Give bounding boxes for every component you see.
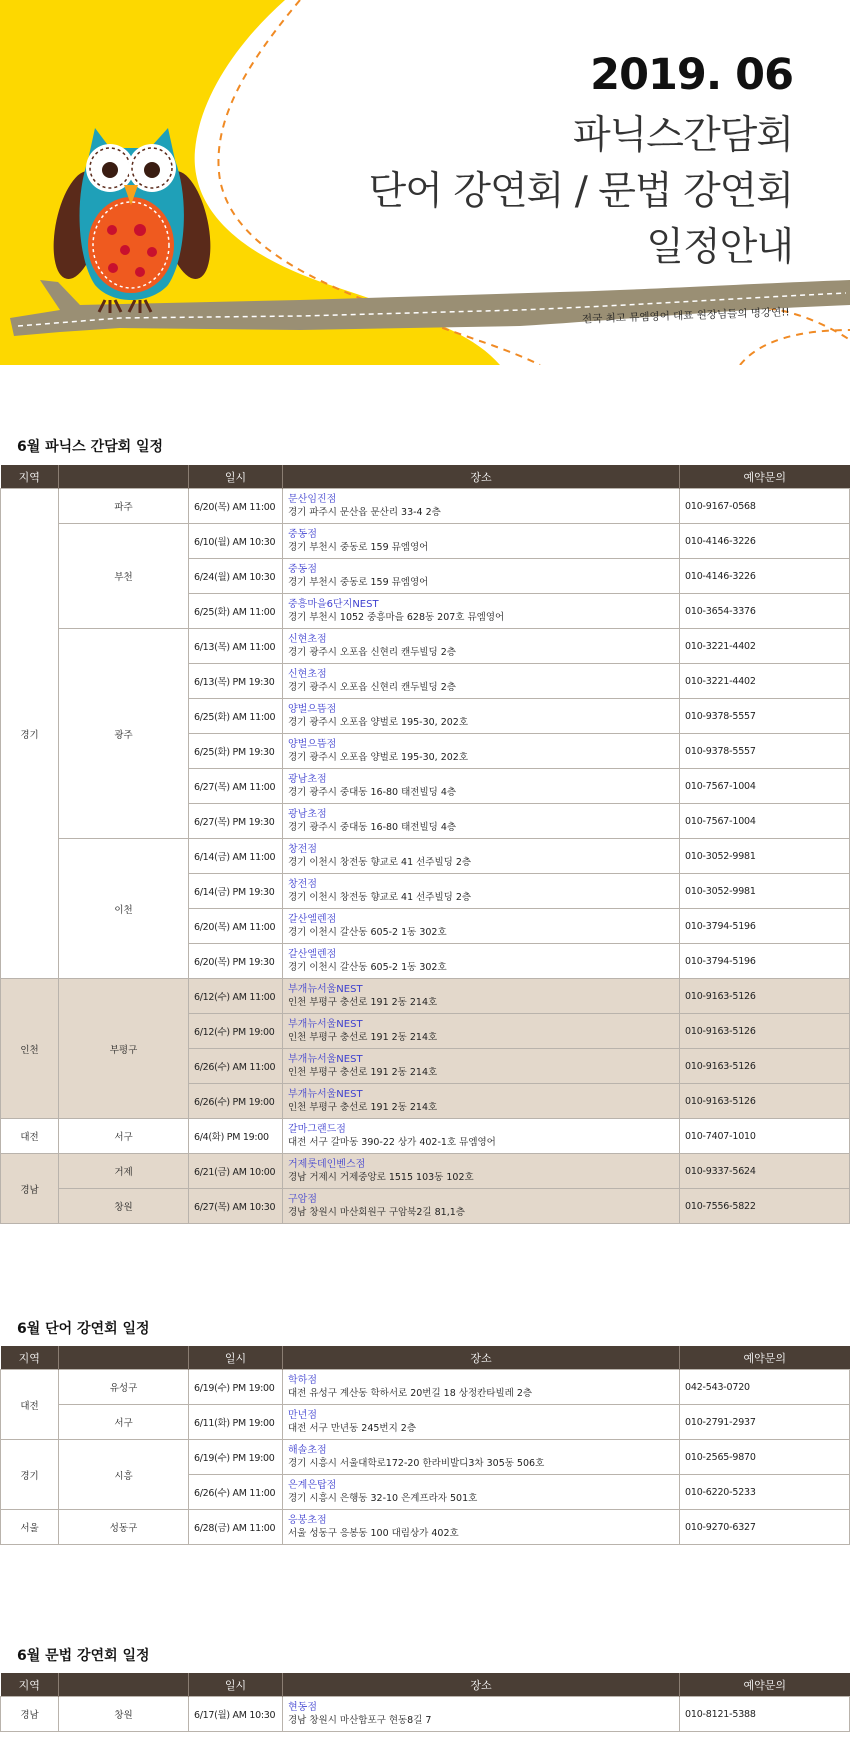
branch-name: 부개뉴서울NEST	[288, 984, 363, 995]
contact-cell: 010-3794-5196	[680, 909, 850, 944]
contact-cell: 010-4146-3226	[680, 559, 850, 594]
col-header-place: 장소	[283, 1673, 680, 1697]
branch-name: 양벌으뜸점	[288, 739, 337, 750]
banner-title-line1: 파닉스간담회	[572, 113, 793, 158]
date-cell: 6/25(화) AM 11:00	[189, 699, 283, 734]
table-row	[1, 1405, 850, 1440]
col-header-region: 지역	[1, 1673, 59, 1697]
contact-cell: 010-3221-4402	[680, 664, 850, 699]
date-cell: 6/12(수) PM 19:00	[189, 1014, 283, 1049]
contact-cell: 010-7556-5822	[680, 1189, 850, 1224]
region-cell: 경남	[1, 1697, 59, 1732]
place-cell	[283, 559, 680, 594]
branch-address: 대전 유성구 계산동 학하서로 20번길 18 상정칸타빌레 2층	[288, 1388, 533, 1399]
branch-address: 경기 광주시 오포읍 양벌로 195-30, 202호	[288, 752, 469, 763]
region-cell: 대전	[1, 1370, 59, 1440]
branch-name: 은계은탑점	[288, 1480, 337, 1491]
col-header-subregion	[59, 1346, 189, 1370]
col-header-datetime: 일시	[189, 1346, 283, 1370]
table-row	[1, 1440, 850, 1475]
col-header-place: 장소	[283, 1346, 680, 1370]
branch-address: 경남 창원시 마산회원구 구암북2길 81,1층	[288, 1207, 465, 1218]
date-cell: 6/13(목) PM 19:30	[189, 664, 283, 699]
date-cell: 6/19(수) PM 19:00	[189, 1370, 283, 1405]
date-cell: 6/20(목) AM 11:00	[189, 909, 283, 944]
table-row	[1, 839, 850, 874]
branch-name: 신현초점	[288, 634, 327, 645]
branch-name: 갈산엘렌점	[288, 949, 337, 960]
contact-cell: 010-4146-3226	[680, 524, 850, 559]
branch-address: 경기 부천시 중동로 159 뮤엠영어	[288, 577, 429, 588]
grammar-schedule-table	[0, 1673, 850, 1732]
branch-name: 현동점	[288, 1702, 317, 1713]
date-cell: 6/27(목) AM 11:00	[189, 769, 283, 804]
contact-cell: 010-2565-9870	[680, 1440, 850, 1475]
region-cell: 대전	[1, 1119, 59, 1154]
place-cell	[283, 769, 680, 804]
branch-name: 해솔초점	[288, 1445, 327, 1456]
col-header-region: 지역	[1, 465, 59, 489]
place-cell	[283, 944, 680, 979]
branch-name: 광남초점	[288, 774, 327, 785]
col-header-datetime: 일시	[189, 465, 283, 489]
contact-cell: 010-9378-5557	[680, 699, 850, 734]
date-cell: 6/4(화) PM 19:00	[189, 1119, 283, 1154]
place-cell	[283, 1510, 680, 1545]
branch-address: 경기 이천시 창전동 향교로 41 선주빌딩 2층	[288, 892, 472, 903]
branch-name: 중동점	[288, 529, 317, 540]
banner-year: 2019. 06	[590, 50, 793, 100]
region-cell: 경기	[1, 1440, 59, 1510]
place-cell	[283, 1084, 680, 1119]
place-cell	[283, 1049, 680, 1084]
branch-address: 경기 이천시 창전동 향교로 41 선주빌딩 2층	[288, 857, 472, 868]
branch-address: 경기 광주시 오포읍 신현리 캔두빌딩 2층	[288, 647, 456, 658]
date-cell: 6/19(수) PM 19:00	[189, 1440, 283, 1475]
subregion-cell: 거제	[59, 1154, 189, 1189]
words-section-title: 6월 단어 강연회 일정	[17, 1321, 150, 1337]
branch-name: 양벌으뜸점	[288, 704, 337, 715]
place-cell	[283, 909, 680, 944]
date-cell: 6/14(금) AM 11:00	[189, 839, 283, 874]
place-cell	[283, 979, 680, 1014]
banner-title-line3: 일정안내	[646, 225, 793, 270]
phonics-schedule-table	[0, 465, 850, 1224]
branch-address: 경기 광주시 중대동 16-80 태전빌딩 4층	[288, 822, 457, 833]
table-row	[1, 489, 850, 524]
table-row	[1, 1370, 850, 1405]
subregion-cell: 시흥	[59, 1440, 189, 1510]
place-cell	[283, 1014, 680, 1049]
place-cell	[283, 1189, 680, 1224]
branch-name: 부개뉴서울NEST	[288, 1089, 363, 1100]
col-header-contact: 예약문의	[680, 1346, 850, 1370]
date-cell: 6/26(수) AM 11:00	[189, 1475, 283, 1510]
region-cell: 서울	[1, 1510, 59, 1545]
contact-cell: 010-7407-1010	[680, 1119, 850, 1154]
branch-address: 대전 서구 갈마동 390-22 상가 402-1호 뮤엠영어	[288, 1137, 496, 1148]
grammar-section-title: 6월 문법 강연회 일정	[17, 1648, 150, 1664]
date-cell: 6/17(월) AM 10:30	[189, 1697, 283, 1732]
branch-name: 학하점	[288, 1375, 317, 1386]
date-cell: 6/25(화) PM 19:30	[189, 734, 283, 769]
contact-cell: 010-9378-5557	[680, 734, 850, 769]
contact-cell: 010-3654-3376	[680, 594, 850, 629]
table-row	[1, 1154, 850, 1189]
contact-cell: 010-3052-9981	[680, 839, 850, 874]
table-row	[1, 629, 850, 664]
branch-name: 구암점	[288, 1194, 317, 1205]
branch-name: 갈마그랜드점	[288, 1124, 346, 1135]
place-cell	[283, 1119, 680, 1154]
place-cell	[283, 1370, 680, 1405]
branch-address: 인천 부평구 충선로 191 2동 214호	[288, 997, 438, 1008]
table-header-row	[1, 465, 850, 489]
branch-name: 창전점	[288, 879, 317, 890]
place-cell	[283, 699, 680, 734]
col-header-region: 지역	[1, 1346, 59, 1370]
branch-name: 광남초점	[288, 809, 327, 820]
contact-cell: 010-9163-5126	[680, 979, 850, 1014]
table-row	[1, 1119, 850, 1154]
contact-cell: 010-3794-5196	[680, 944, 850, 979]
date-cell: 6/13(목) AM 11:00	[189, 629, 283, 664]
subregion-cell: 부평구	[59, 979, 189, 1119]
words-schedule-table	[0, 1346, 850, 1545]
contact-cell: 010-7567-1004	[680, 804, 850, 839]
col-header-contact: 예약문의	[680, 1673, 850, 1697]
contact-cell: 010-9270-6327	[680, 1510, 850, 1545]
branch-address: 경남 거제시 거제중앙로 1515 103동 102호	[288, 1172, 474, 1183]
branch-address: 경기 부천시 중동로 159 뮤엠영어	[288, 542, 429, 553]
place-cell	[283, 1440, 680, 1475]
place-cell	[283, 489, 680, 524]
subregion-cell: 창원	[59, 1697, 189, 1732]
date-cell: 6/26(수) AM 11:00	[189, 1049, 283, 1084]
date-cell: 6/24(월) AM 10:30	[189, 559, 283, 594]
branch-address: 서울 성동구 응봉동 100 대림상가 402호	[288, 1528, 459, 1539]
col-header-place: 장소	[283, 465, 680, 489]
date-cell: 6/20(목) AM 11:00	[189, 489, 283, 524]
subregion-cell: 유성구	[59, 1370, 189, 1405]
branch-name: 부개뉴서울NEST	[288, 1019, 363, 1030]
date-cell: 6/21(금) AM 10:00	[189, 1154, 283, 1189]
contact-cell: 010-6220-5233	[680, 1475, 850, 1510]
branch-name: 신현초점	[288, 669, 327, 680]
phonics-section-title: 6월 파닉스 간담회 일정	[17, 439, 164, 455]
region-cell: 경남	[1, 1154, 59, 1224]
branch-address: 경기 이천시 갈산동 605-2 1동 302호	[288, 927, 447, 938]
date-cell: 6/28(금) AM 11:00	[189, 1510, 283, 1545]
branch-address: 경기 광주시 오포읍 양벌로 195-30, 202호	[288, 717, 469, 728]
place-cell	[283, 594, 680, 629]
branch-name: 만년점	[288, 1410, 317, 1421]
subregion-cell: 광주	[59, 629, 189, 839]
contact-cell: 010-9163-5126	[680, 1014, 850, 1049]
branch-name: 거제롯데인벤스점	[288, 1159, 366, 1170]
contact-cell: 010-9163-5126	[680, 1049, 850, 1084]
place-cell	[283, 874, 680, 909]
branch-name: 중흥마을6단지NEST	[288, 599, 379, 610]
subregion-cell: 이천	[59, 839, 189, 979]
table-row	[1, 1697, 850, 1732]
date-cell: 6/26(수) PM 19:00	[189, 1084, 283, 1119]
col-header-datetime: 일시	[189, 1673, 283, 1697]
branch-address: 인천 부평구 충선로 191 2동 214호	[288, 1032, 438, 1043]
contact-cell: 010-9337-5624	[680, 1154, 850, 1189]
contact-cell: 010-7567-1004	[680, 769, 850, 804]
contact-cell: 010-9167-0568	[680, 489, 850, 524]
date-cell: 6/12(수) AM 11:00	[189, 979, 283, 1014]
branch-address: 경기 부천시 1052 중흥마을 628동 207호 뮤엠영어	[288, 612, 505, 623]
contact-cell: 010-3221-4402	[680, 629, 850, 664]
branch-address: 인천 부평구 충선로 191 2동 214호	[288, 1067, 438, 1078]
col-header-subregion	[59, 465, 189, 489]
banner	[0, 0, 850, 365]
col-header-subregion	[59, 1673, 189, 1697]
subregion-cell: 서구	[59, 1405, 189, 1440]
banner-tagline: 전국 최고 뮤엠영어 대표 원장님들의 명강연!!	[582, 306, 791, 326]
place-cell	[283, 664, 680, 699]
branch-address: 경기 시흥시 서울대학로172-20 한라비발디3차 305동 506호	[288, 1458, 545, 1469]
date-cell: 6/14(금) PM 19:30	[189, 874, 283, 909]
table-row	[1, 524, 850, 559]
place-cell	[283, 1154, 680, 1189]
subregion-cell: 성동구	[59, 1510, 189, 1545]
subregion-cell: 파주	[59, 489, 189, 524]
place-cell	[283, 524, 680, 559]
place-cell	[283, 1475, 680, 1510]
date-cell: 6/20(목) PM 19:30	[189, 944, 283, 979]
region-cell: 인천	[1, 979, 59, 1119]
region-cell: 경기	[1, 489, 59, 979]
branch-address: 경기 시흥시 은행동 32-10 은계프라자 501호	[288, 1493, 478, 1504]
date-cell: 6/27(목) PM 19:30	[189, 804, 283, 839]
branch-name: 중동점	[288, 564, 317, 575]
date-cell: 6/25(화) AM 11:00	[189, 594, 283, 629]
contact-cell: 010-8121-5388	[680, 1697, 850, 1732]
branch-address: 경기 파주시 문산읍 문산리 33-4 2층	[288, 507, 441, 518]
date-cell: 6/10(월) AM 10:30	[189, 524, 283, 559]
branch-address: 인천 부평구 충선로 191 2동 214호	[288, 1102, 438, 1113]
subregion-cell: 창원	[59, 1189, 189, 1224]
branch-address: 경남 창원시 마산합포구 현동8길 7	[288, 1715, 432, 1726]
col-header-contact: 예약문의	[680, 465, 850, 489]
contact-cell: 010-3052-9981	[680, 874, 850, 909]
subregion-cell: 부천	[59, 524, 189, 629]
place-cell	[283, 839, 680, 874]
subregion-cell: 서구	[59, 1119, 189, 1154]
branch-name: 부개뉴서울NEST	[288, 1054, 363, 1065]
branch-name: 갈산엘렌점	[288, 914, 337, 925]
branch-name: 응봉초점	[288, 1515, 327, 1526]
branch-address: 경기 광주시 오포읍 신현리 캔두빌딩 2층	[288, 682, 456, 693]
contact-cell: 010-2791-2937	[680, 1405, 850, 1440]
place-cell	[283, 804, 680, 839]
branch-name: 문산임진점	[288, 494, 337, 505]
table-header-row	[1, 1346, 850, 1370]
date-cell: 6/11(화) PM 19:00	[189, 1405, 283, 1440]
date-cell: 6/27(목) AM 10:30	[189, 1189, 283, 1224]
branch-address: 경기 광주시 중대동 16-80 태전빌딩 4층	[288, 787, 457, 798]
contact-cell: 042-543-0720	[680, 1370, 850, 1405]
banner-title-line2: 단어 강연회 / 문법 강연회	[368, 169, 793, 214]
place-cell	[283, 1697, 680, 1732]
branch-address: 경기 이천시 갈산동 605-2 1동 302호	[288, 962, 447, 973]
table-row	[1, 1189, 850, 1224]
place-cell	[283, 734, 680, 769]
table-header-row	[1, 1673, 850, 1697]
place-cell	[283, 629, 680, 664]
table-row	[1, 979, 850, 1014]
contact-cell: 010-9163-5126	[680, 1084, 850, 1119]
branch-address: 대전 서구 만년동 245번지 2층	[288, 1423, 417, 1434]
place-cell	[283, 1405, 680, 1440]
table-row	[1, 1510, 850, 1545]
branch-name: 창전점	[288, 844, 317, 855]
